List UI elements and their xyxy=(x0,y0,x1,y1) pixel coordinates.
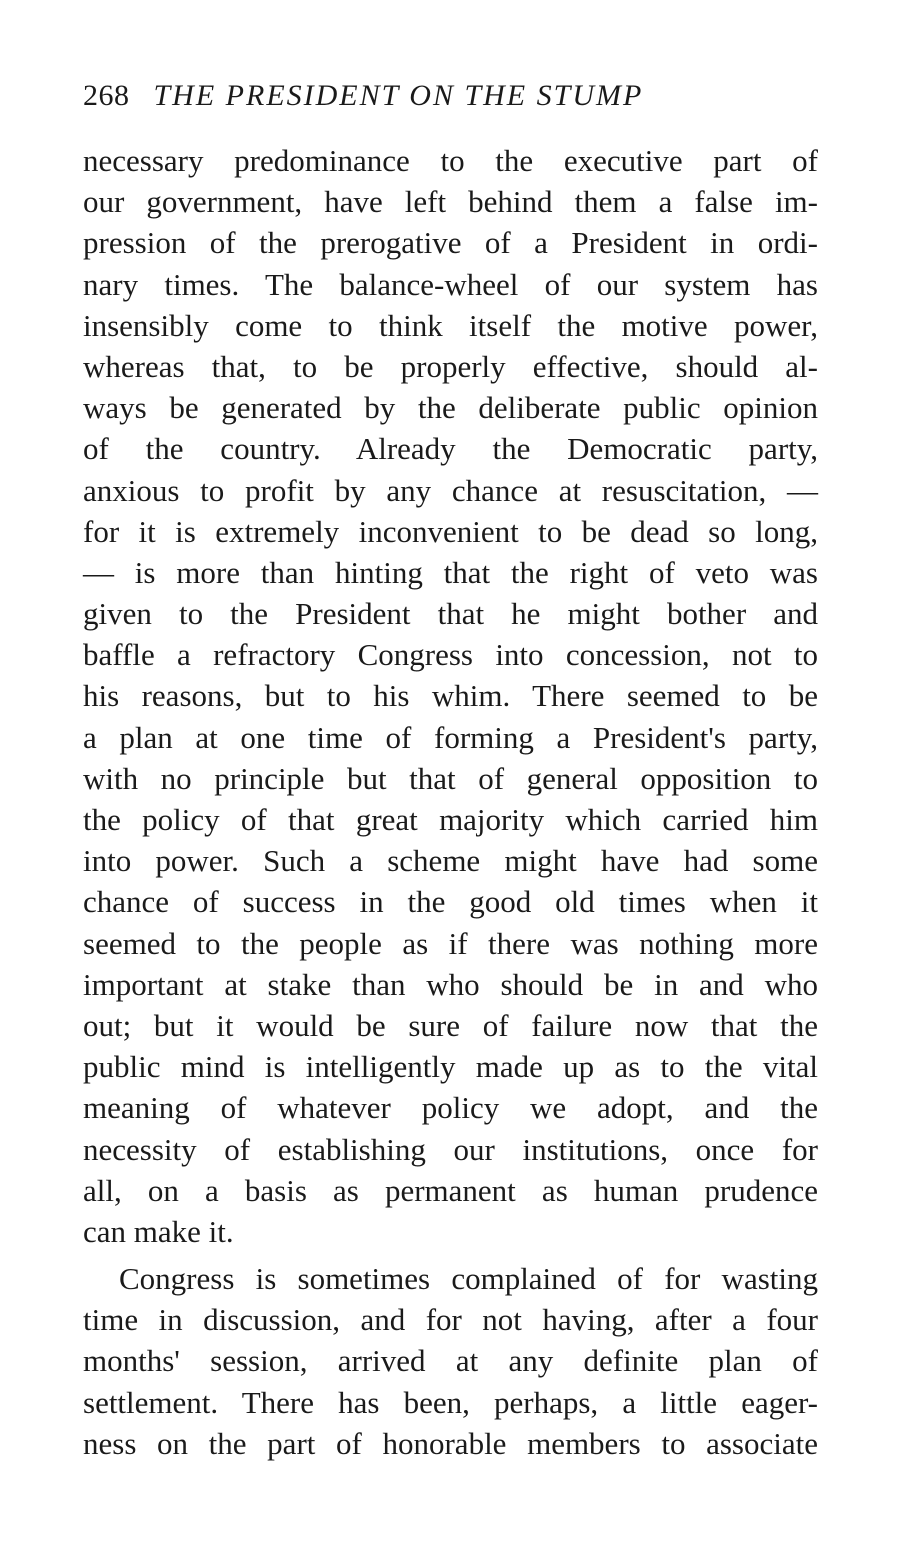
text-line: out; but it would be sure of failure now that the xyxy=(83,1007,818,1043)
text-line: Congress is sometimes complained of for wasting xyxy=(119,1261,818,1297)
text-line: baffle a refractory Congress into concession, not to xyxy=(83,637,818,673)
text-line: all, on a basis as permanent as human prudence xyxy=(83,1172,818,1208)
text-line: necessity of establishing our institutions, once for xyxy=(83,1131,818,1167)
running-title: THE PRESIDENT ON THE STUMP xyxy=(153,79,644,112)
text-line: anxious to profit by any chance at resuscitation, — xyxy=(83,472,818,508)
page-number: 268 xyxy=(83,79,130,112)
text-line: his reasons, but to his whim. There seemed to be xyxy=(83,678,818,714)
text-line: can make it. xyxy=(83,1213,234,1249)
paragraph-1 xyxy=(83,140,818,1252)
text-line: a plan at one time of forming a President's party, xyxy=(83,719,818,755)
text-line: pression of the prerogative of a President in ordi- xyxy=(83,225,818,261)
body-text xyxy=(83,140,818,1464)
text-line: — is more than hinting that the right of veto was xyxy=(83,554,818,590)
text-line: insensibly come to think itself the motive power, xyxy=(83,307,818,343)
text-line: ness on the part of honorable members to associate xyxy=(83,1425,818,1461)
text-line: months' session, arrived at any definite plan of xyxy=(83,1343,818,1379)
text-line: important at stake than who should be in and who xyxy=(83,966,818,1002)
text-line: whereas that, to be properly effective, should al- xyxy=(83,348,818,384)
text-line: meaning of whatever policy we adopt, and the xyxy=(83,1090,818,1126)
text-line: ways be generated by the deliberate public opinion xyxy=(83,390,818,426)
text-line: settlement. There has been, perhaps, a little eager- xyxy=(83,1384,818,1420)
text-line: for it is extremely inconvenient to be dead so long, xyxy=(83,513,818,549)
paragraph-2 xyxy=(83,1258,818,1464)
text-line: nary times. The balance-wheel of our system has xyxy=(83,266,818,302)
text-line: the policy of that great majority which carried him xyxy=(83,802,818,837)
text-line: seemed to the people as if there was nothing more xyxy=(83,925,818,961)
running-head xyxy=(83,74,818,118)
text-line: into power. Such a scheme might have had some xyxy=(83,843,818,879)
text-line: of the country. Already the Democratic party, xyxy=(83,431,818,467)
text-line: chance of success in the good old times when it xyxy=(83,884,818,920)
text-line: public mind is intelligently made up as to the vital xyxy=(83,1049,818,1085)
text-line: time in discussion, and for not having, after a four xyxy=(83,1302,818,1338)
text-line: with no principle but that of general opposition to xyxy=(83,760,818,796)
text-line: our government, have left behind them a false im- xyxy=(83,184,818,220)
text-line: given to the President that he might bother and xyxy=(83,596,818,632)
text-line: necessary predominance to the executive part of xyxy=(83,143,818,178)
